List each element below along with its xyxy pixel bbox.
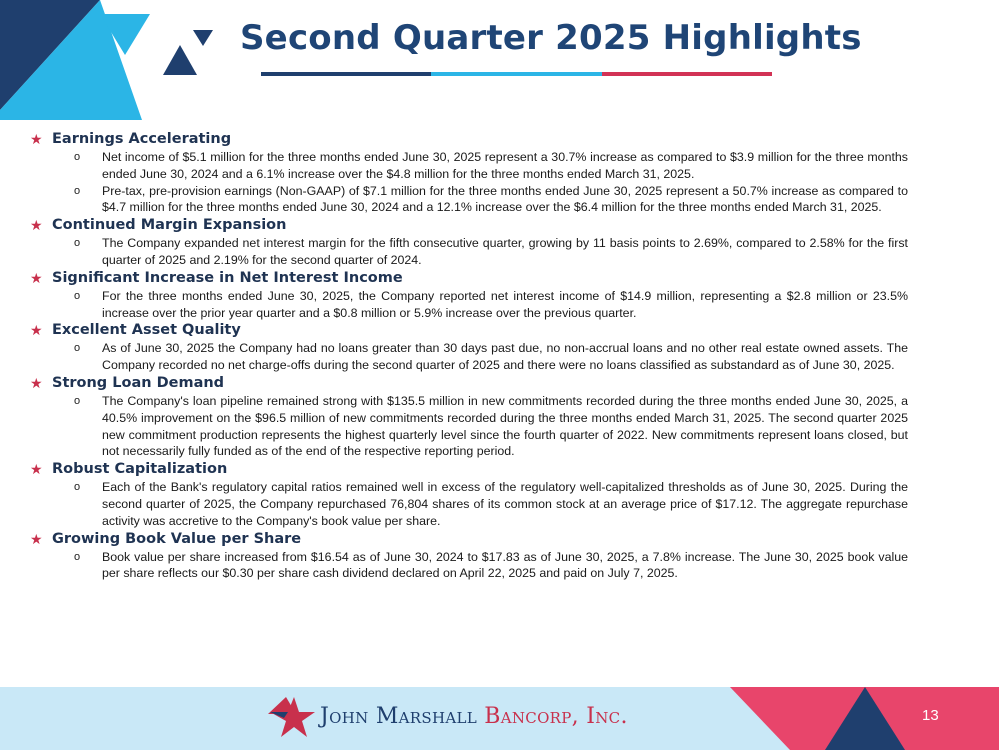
circle-bullet-icon: o [74, 394, 81, 407]
bullet-text: Each of the Bank's regulatory capital ratios remained well in excess of the regulatory well-capitalized thresholds as of June 30, 2025. During the second quarter of 2025, the Company repurchased 76,804 shares of its common stock at an average price of $17.12. The aggregate repurchase activity was accretive to the Company's book value per share. [102, 480, 908, 528]
bullet-text: Pre-tax, pre-provision earnings (Non-GAAP) of $7.1 million for the three months ended June 30, 2025 represent a 50.7% increase as compared to $4.7 million for the three months ended June 30, 2024 and a 12.1% increase over the $6.4 million for the three months ended March 31, 2025. [102, 183, 908, 215]
bullet-text: As of June 30, 2025 the Company had no loans greater than 30 days past due, no non-accrual loans and no other real estate owned assets. The Company recorded no net charge-offs during the second quarter of 2025 and there were no loans classified as substandard as of June 30, 2025. [102, 341, 908, 373]
bullet-text: Net income of $5.1 million for the three months ended June 30, 2025 represent a 30.7% increase as compared to $3.9 million for the three months ended June 30, 2024 and a 6.1% increase over the $4.8 million for the three months ended March 31, 2025. [102, 150, 908, 181]
star-icon: ★ [30, 131, 43, 147]
page-number: 13 [922, 707, 939, 724]
page-title: Second Quarter 2025 Highlights [240, 18, 862, 58]
company-name: John Marshall [320, 704, 477, 729]
star-icon: ★ [30, 269, 43, 286]
list-item [74, 479, 910, 529]
bullet-text: Book value per share increased from $16.54 as of June 30, 2024 to $17.83 as of June 30, 2025, a 7.8% increase. The June 30, 2025 book value per share reflects our $0.30 per share cash dividend declared on April 22, 2025 and paid on July 7, 2025. [102, 549, 908, 581]
circle-bullet-icon: o [74, 237, 81, 250]
section-title: Significant Increase in Net Interest Income [52, 269, 403, 286]
section-earnings [30, 130, 910, 216]
bullet-text: The Company's loan pipeline remained strong with $135.5 million in new commitments recorded during the three months ended June 30, 2025, a 40.5% improvement on the $96.5 million of new commitments recorded during the three months ended March 31, 2025. The second quarter 2025 new commitment production represents the highest quarterly level since the fourth quarter of 2022. New commitments represent loans closed, but not necessarily fully funded as of the end of the respective reporting period. [102, 393, 908, 459]
section-book-value [30, 530, 910, 583]
bullet-text: The Company expanded net interest margin for the fifth consecutive quarter, growing by 11 basis points to 2.69%, compared to 2.58% for the first quarter of 2025 and 2.19% for the second quarter of 2024. [102, 236, 908, 267]
circle-bullet-icon: o [74, 481, 81, 494]
circle-bullet-icon: o [74, 342, 81, 355]
section-title: Robust Capitalization [52, 461, 228, 478]
circle-bullet-icon: o [74, 184, 81, 197]
company-logo-text [320, 704, 628, 729]
section-title: Excellent Asset Quality [52, 322, 241, 339]
star-icon: ★ [30, 530, 43, 547]
company-name-suffix: Bancorp, Inc. [484, 704, 628, 729]
list-item [74, 288, 910, 322]
section-title: Continued Margin Expansion [52, 217, 287, 234]
section-title: Earnings Accelerating [52, 131, 232, 147]
star-icon: ★ [30, 374, 43, 391]
list-item [74, 340, 910, 374]
title-underline-navy [261, 72, 431, 76]
bullet-text: For the three months ended June 30, 2025, the Company reported net interest income of $14.9 million, representing a $2.8 million or 23.5% increase over the prior year quarter and a $0.8 million or 5.9% increase over the previous quarter. [102, 288, 908, 320]
header-decoration [0, 0, 230, 120]
star-icon: ★ [30, 322, 43, 339]
star-icon: ★ [30, 461, 43, 478]
section-net-interest-income [30, 269, 910, 322]
footer-bar [0, 687, 999, 750]
section-capitalization [30, 460, 910, 529]
section-title: Strong Loan Demand [52, 374, 225, 391]
list-item [74, 235, 910, 269]
section-title: Growing Book Value per Share [52, 530, 302, 547]
title-underline-blue [431, 72, 602, 76]
list-item [74, 149, 910, 183]
list-item [74, 183, 910, 217]
circle-bullet-icon: o [74, 289, 81, 302]
circle-bullet-icon: o [74, 550, 81, 563]
title-underline-red [602, 72, 772, 76]
list-item [74, 393, 910, 460]
section-asset-quality [30, 321, 910, 374]
section-loan-demand [30, 374, 910, 460]
star-icon: ★ [30, 217, 43, 234]
list-item [74, 549, 910, 583]
highlights-list [30, 130, 910, 582]
star-logo-icon [266, 695, 316, 741]
circle-bullet-icon: o [74, 151, 81, 163]
section-margin [30, 216, 910, 269]
